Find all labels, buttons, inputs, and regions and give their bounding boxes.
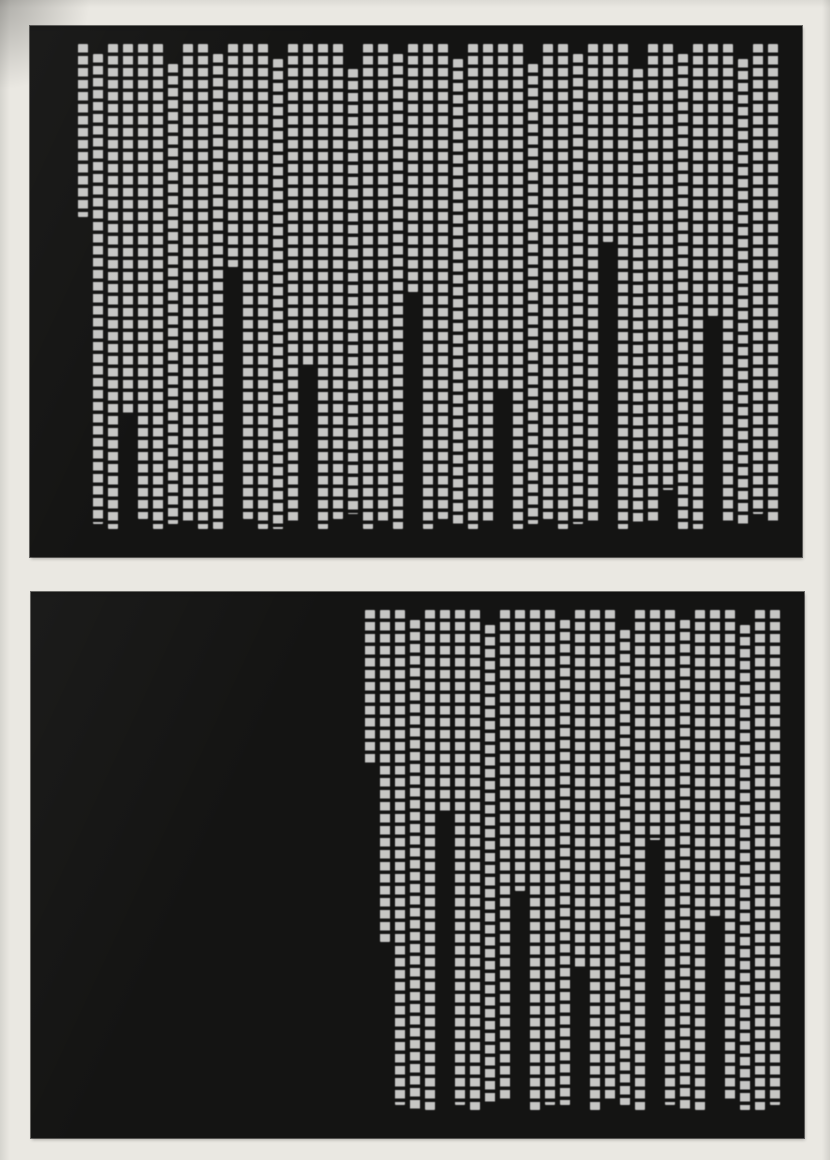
text-column-redacted bbox=[648, 44, 658, 539]
text-column-redacted bbox=[440, 610, 450, 1120]
text-column-redacted bbox=[588, 44, 598, 539]
text-column-redacted bbox=[468, 44, 478, 539]
text-column-redacted bbox=[425, 610, 435, 1120]
text-column-redacted bbox=[723, 44, 733, 539]
text-column-redacted bbox=[693, 44, 703, 539]
text-panel-top bbox=[30, 26, 802, 557]
text-column-redacted bbox=[243, 44, 253, 539]
text-column-redacted bbox=[378, 44, 388, 539]
text-column-redacted bbox=[483, 44, 493, 539]
text-column-redacted bbox=[528, 44, 538, 539]
text-column-redacted bbox=[303, 44, 313, 539]
text-column-redacted bbox=[558, 44, 568, 539]
text-column-redacted bbox=[168, 44, 178, 539]
text-column-redacted bbox=[575, 610, 585, 1120]
text-column-redacted bbox=[738, 44, 748, 539]
text-column-redacted bbox=[633, 44, 643, 539]
text-column-redacted bbox=[708, 44, 718, 539]
text-column-redacted bbox=[753, 44, 763, 539]
vertical-text-block bbox=[52, 44, 778, 539]
text-column-redacted bbox=[710, 610, 720, 1120]
text-column-redacted bbox=[560, 610, 570, 1120]
text-column-redacted bbox=[770, 610, 780, 1120]
text-column-redacted bbox=[768, 44, 778, 539]
text-column-redacted bbox=[408, 44, 418, 539]
text-column-redacted bbox=[183, 44, 193, 539]
text-column-redacted bbox=[620, 610, 630, 1120]
text-column-redacted bbox=[423, 44, 433, 539]
text-column-redacted bbox=[228, 44, 238, 539]
text-column-redacted bbox=[543, 44, 553, 539]
text-column-redacted bbox=[108, 44, 118, 539]
text-column-redacted bbox=[545, 610, 555, 1120]
text-column-redacted bbox=[288, 44, 298, 539]
text-column-redacted bbox=[603, 44, 613, 539]
text-column-redacted bbox=[138, 44, 148, 539]
text-column-redacted bbox=[333, 44, 343, 539]
text-column-redacted bbox=[695, 610, 705, 1120]
text-column-redacted bbox=[573, 44, 583, 539]
text-column-redacted bbox=[78, 44, 88, 539]
text-column-redacted bbox=[680, 610, 690, 1120]
text-column-redacted bbox=[365, 610, 375, 1120]
text-column-redacted bbox=[635, 610, 645, 1120]
text-column-redacted bbox=[618, 44, 628, 539]
text-column-redacted bbox=[123, 44, 133, 539]
text-column-redacted bbox=[273, 44, 283, 539]
text-column-redacted bbox=[318, 44, 328, 539]
text-column-redacted bbox=[153, 44, 163, 539]
text-column-redacted bbox=[395, 610, 405, 1120]
text-column-redacted bbox=[530, 610, 540, 1120]
text-column-redacted bbox=[470, 610, 480, 1120]
text-column-redacted bbox=[605, 610, 615, 1120]
text-column-redacted bbox=[515, 610, 525, 1120]
text-column-redacted bbox=[498, 44, 508, 539]
text-column-redacted bbox=[93, 44, 103, 539]
text-column-redacted bbox=[393, 44, 403, 539]
text-column-redacted bbox=[663, 44, 673, 539]
text-column-redacted bbox=[453, 44, 463, 539]
text-column-redacted bbox=[455, 610, 465, 1120]
text-column-redacted bbox=[500, 610, 510, 1120]
text-column-redacted bbox=[740, 610, 750, 1120]
text-column-redacted bbox=[590, 610, 600, 1120]
text-column-redacted bbox=[665, 610, 675, 1120]
text-column-redacted bbox=[258, 44, 268, 539]
text-column-redacted bbox=[650, 610, 660, 1120]
vertical-text-block bbox=[53, 610, 780, 1120]
text-column-redacted bbox=[438, 44, 448, 539]
text-column-redacted bbox=[410, 610, 420, 1120]
text-column-redacted bbox=[348, 44, 358, 539]
text-column-redacted bbox=[380, 610, 390, 1120]
text-column-redacted bbox=[725, 610, 735, 1120]
text-column-redacted bbox=[485, 610, 495, 1120]
text-column-redacted bbox=[198, 44, 208, 539]
text-column-redacted bbox=[678, 44, 688, 539]
text-column-redacted bbox=[213, 44, 223, 539]
text-panel-bottom bbox=[31, 592, 804, 1138]
text-column-redacted bbox=[513, 44, 523, 539]
text-column-redacted bbox=[755, 610, 765, 1120]
text-column-redacted bbox=[363, 44, 373, 539]
